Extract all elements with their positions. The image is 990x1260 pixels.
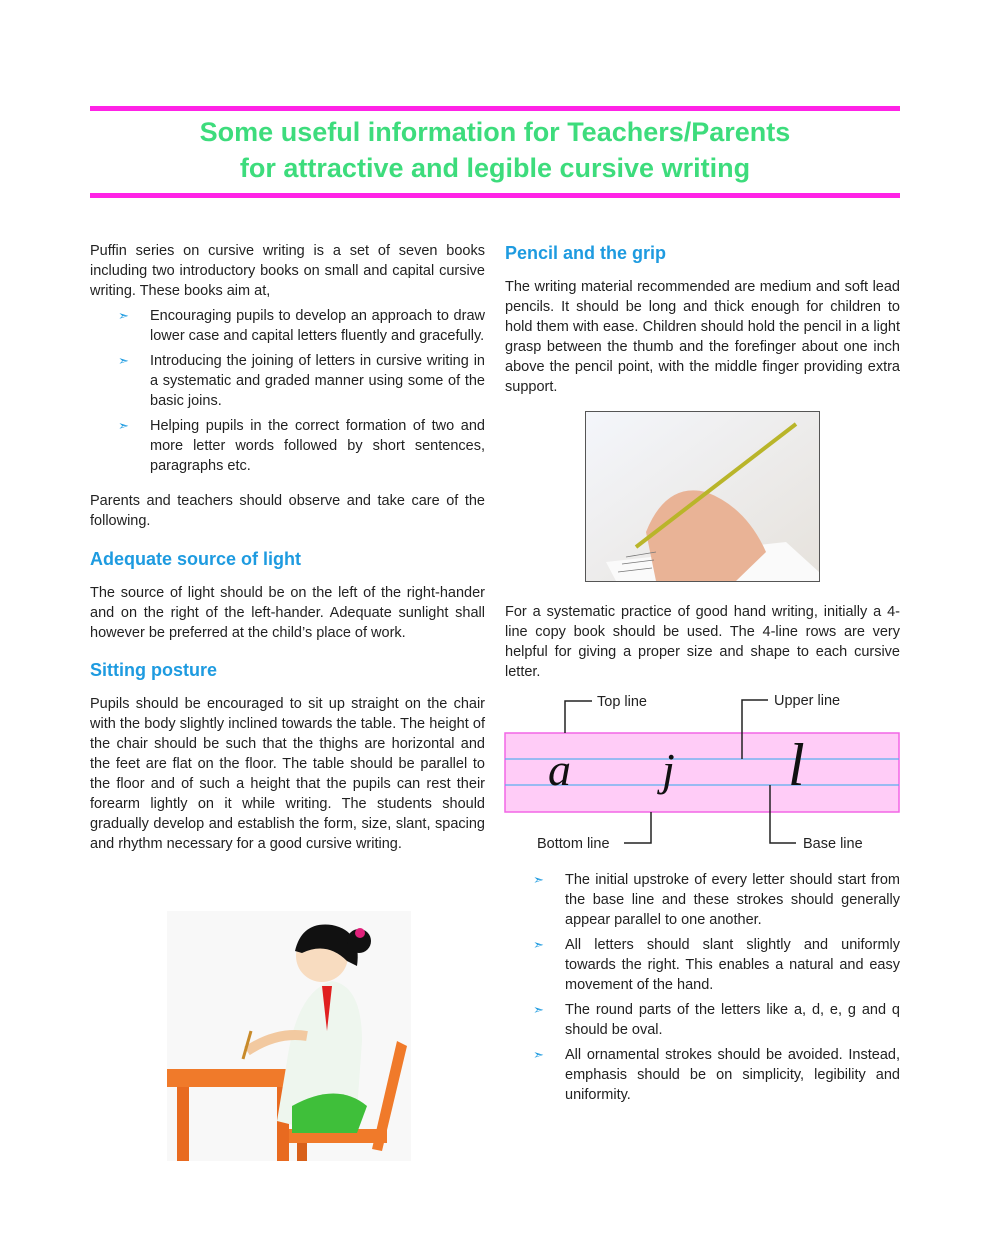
- bottom-rule: [90, 193, 900, 198]
- light-heading: Adequate source of light: [90, 549, 302, 569]
- posture-heading: Sitting posture: [90, 660, 217, 680]
- title-line-1: Some useful information for Teachers/Parents: [199, 117, 791, 147]
- sitting-posture-illustration: [167, 911, 411, 1161]
- pencil-grip-photo: [585, 411, 820, 582]
- base-line-label: Base line: [803, 836, 863, 852]
- arrow-bullet-icon: ➣: [533, 1002, 544, 1017]
- bottom-line-label: Bottom line: [537, 836, 610, 852]
- title-line-2: for attractive and legible cursive writing: [239, 153, 751, 183]
- four-line-diagram: [500, 685, 910, 860]
- page-title: [90, 114, 900, 186]
- list-item: [90, 351, 485, 411]
- grip-heading: Pencil and the grip: [505, 243, 667, 263]
- aims-list: [90, 306, 485, 476]
- list-item: [505, 870, 900, 930]
- tip-text: The round parts of the letters like a, d, e, g and q should be oval.: [565, 1002, 900, 1038]
- practice-text: For a systematic practice of good hand writing, initially a 4-line copy book should be used. The 4-line rows are very helpful for giving a proper size and shape to each cursive letter.: [505, 604, 900, 680]
- cursive-letter-j: j: [662, 744, 675, 795]
- cursive-letter-a: a: [548, 744, 571, 795]
- tips-list: [505, 870, 900, 1105]
- list-item: [90, 306, 485, 346]
- arrow-bullet-icon: ➣: [118, 353, 129, 368]
- list-item: [90, 416, 485, 476]
- tip-text: The initial upstroke of every letter should start from the base line and these strokes should generally appear parallel to one another.: [565, 872, 900, 928]
- right-column: [505, 241, 900, 397]
- arrow-bullet-icon: ➣: [118, 418, 129, 433]
- tips-section: [505, 870, 900, 1110]
- list-item: [505, 1045, 900, 1105]
- upper-line-label: Upper line: [774, 693, 841, 709]
- practice-section: [505, 602, 900, 682]
- list-item: [505, 1000, 900, 1040]
- aim-text: Encouraging pupils to develop an approach to draw lower case and capital letters fluently and gracefully.: [150, 308, 485, 344]
- list-item: [505, 935, 900, 995]
- top-line-label: Top line: [597, 694, 647, 710]
- aim-text: Introducing the joining of letters in cursive writing in a systematic and graded manner using some of the basic joins.: [150, 353, 485, 409]
- arrow-bullet-icon: ➣: [118, 308, 129, 323]
- posture-text: Pupils should be encouraged to sit up straight on the chair with the body slightly inclined towards the table. The height of the chair should be such that the thighs are horizontal and the feet are flat on the floor. The table should be parallel to the floor and of such a height that the pupils can rest their forearm lightly on it while writing. The students should gradually develop and establish the form, size, slant, spacing and rhythm necessary for a good cursive writing.: [90, 696, 485, 852]
- top-rule: [90, 106, 900, 111]
- observe-text: Parents and teachers should observe and take care of the following.: [90, 493, 485, 529]
- aim-text: Helping pupils in the correct formation of two and more letter words followed by short sentences, paragraphs etc.: [150, 418, 485, 474]
- left-column: [90, 241, 485, 854]
- grip-text: The writing material recommended are medium and soft lead pencils. It should be long and thick enough for children to hold them with ease. Children should hold the pencil in a light grasp between the thumb and the forefinger about one inch above the pencil point, with the middle finger providing extra support.: [505, 279, 900, 395]
- intro-text: Puffin series on cursive writing is a set of seven books including two introductory books on small and capital cursive writing. These books aim at,: [90, 243, 485, 299]
- arrow-bullet-icon: ➣: [533, 872, 544, 887]
- cursive-letter-l: l: [788, 732, 805, 798]
- light-text: The source of light should be on the left of the right-hander and on the right of the left-hander. Adequate sunlight shall however be preferred at the child’s place of work.: [90, 585, 485, 641]
- arrow-bullet-icon: ➣: [533, 1047, 544, 1062]
- tip-text: All ornamental strokes should be avoided. Instead, emphasis should be on simplicity, legibility and uniformity.: [565, 1047, 900, 1103]
- tip-text: All letters should slant slightly and uniformly towards the right. This enables a natural and easy movement of the hand.: [565, 937, 900, 993]
- arrow-bullet-icon: ➣: [533, 937, 544, 952]
